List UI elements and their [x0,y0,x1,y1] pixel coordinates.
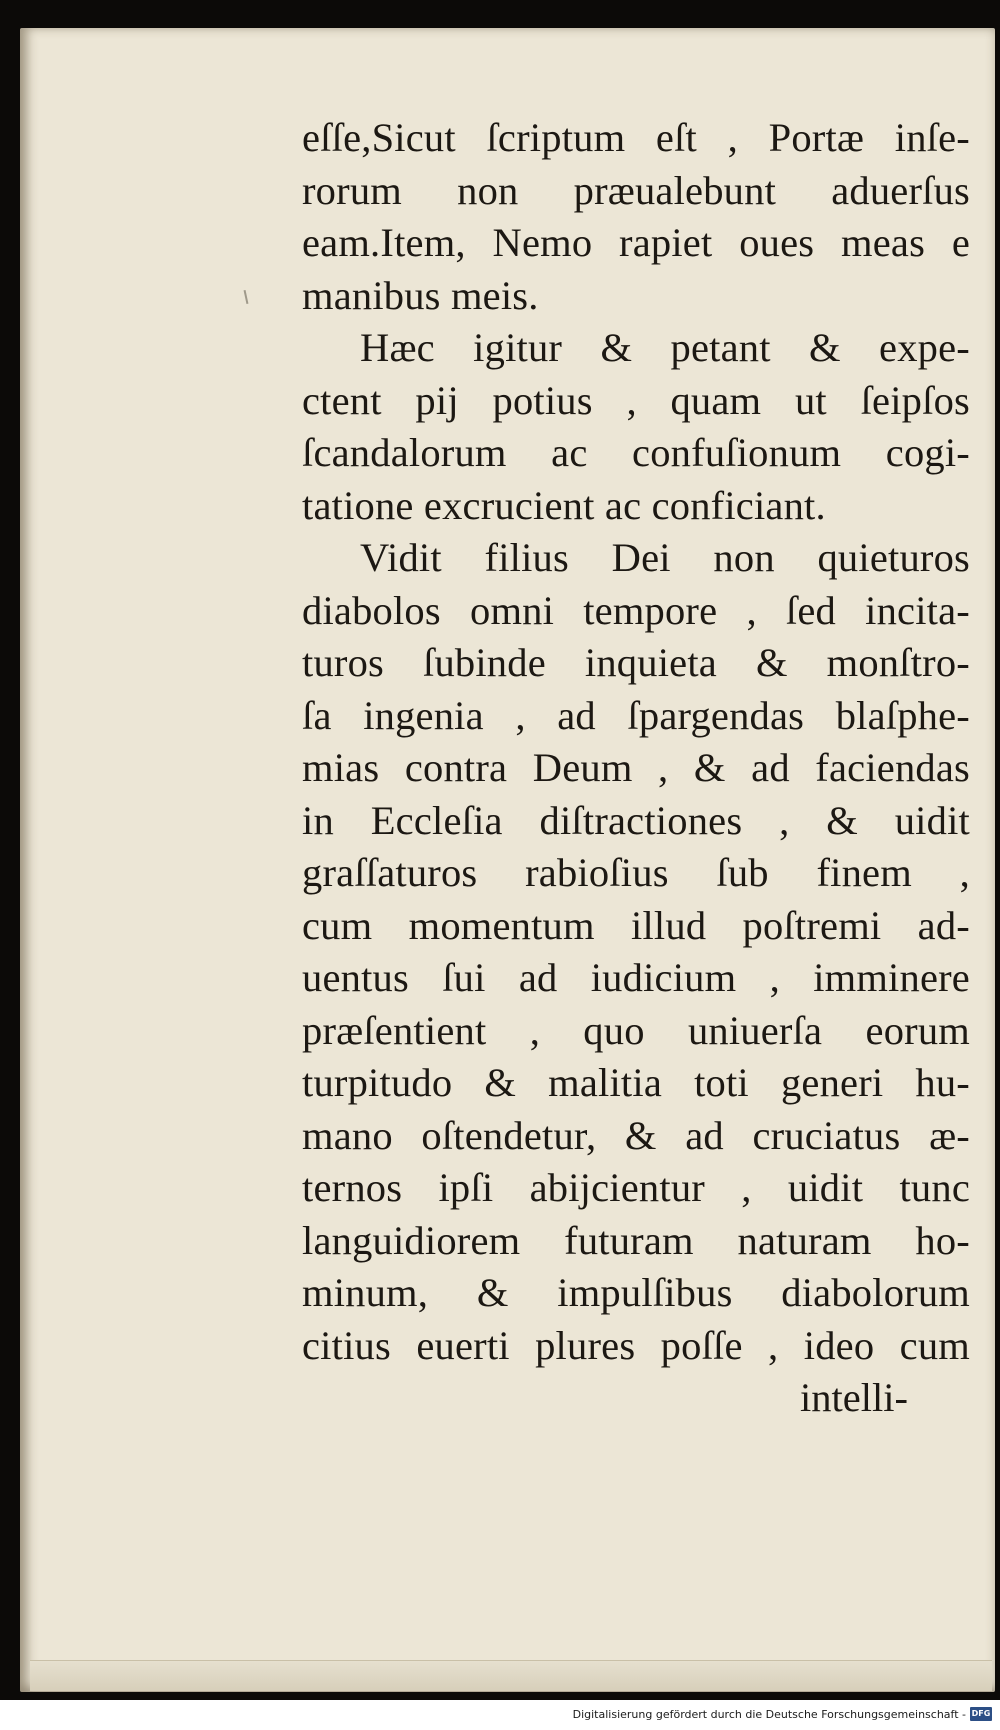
catchword: intelli- [800,1375,908,1420]
text-line: ternos ipſi abijcientur , uidit tunc [302,1165,970,1210]
text-line: uentus ſui ad iudicium , imminere [302,955,970,1000]
text-line: manibus meis. [302,272,539,318]
page-bottom-edge [30,1660,992,1691]
text-line: turos ſubinde inquieta & monſtro- [302,640,970,685]
digitization-footer [0,1700,1000,1730]
text-line: rorum non præualebunt aduerſus [302,167,970,213]
text-line: languidiorem futuram naturam ho- [302,1217,970,1263]
text-line: Hæc igitur & petant & expe- [360,325,970,370]
text-line: præſentient , quo uniuerſa eorum [302,1007,970,1053]
text-line: eſſe,Sicut ſcriptum eſt , Portæ inſe- [302,115,970,160]
text-line: graſſaturos rabioſius ſub finem , [302,850,970,895]
text-line: Vidit filius Dei non quieturos [360,535,970,580]
text-line: citius euerti plures poſſe , ideo cum [302,1322,970,1368]
dfg-logo: DFG [970,1707,992,1721]
text-line: mano oſtendetur, & ad cruciatus æ- [302,1112,970,1158]
text-line: ſcandalorum ac confuſionum cogi- [302,430,970,475]
text-line: turpitudo & malitia toti generi hu- [302,1060,970,1105]
text-line: cum momentum illud poſtremi ad- [302,902,970,948]
text-line: minum, & impulſibus diabolorum [302,1270,970,1315]
page-text [302,112,970,1372]
text-line: ſa ingenia , ad ſpargendas blaſphe- [302,692,970,738]
text-line: diabolos omni tempore , ſed incita- [302,587,970,633]
text-line: tatione excrucient ac conficiant. [302,482,826,528]
text-line: eam.Item, Nemo rapiet oues meas e [302,220,970,265]
text-line: mias contra Deum , & ad faciendas [302,745,970,790]
funding-credit: Digitalisierung gefördert durch die Deutsche Forschungsgemeinschaft - [572,1708,966,1721]
text-line: in Eccleſia diſtractiones , & uidit [302,797,970,843]
text-line: ctent pij potius , quam ut ſeipſos [302,377,970,423]
